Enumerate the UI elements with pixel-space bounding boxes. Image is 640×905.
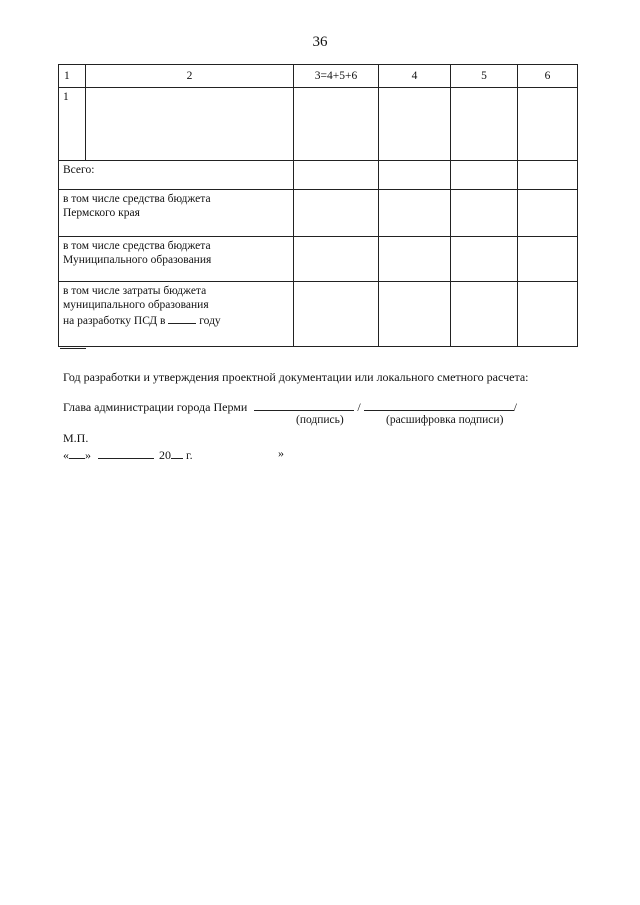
table-cell <box>451 190 518 237</box>
psd-year-word: году <box>199 315 221 327</box>
head-label: Глава администрации города Перми <box>63 400 248 414</box>
quote-open: « <box>63 448 69 462</box>
kraj-budget-label <box>59 190 294 237</box>
day-blank <box>69 446 85 459</box>
table-cell <box>451 161 518 190</box>
decipher-blank <box>364 398 514 411</box>
table-row-psd-costs <box>59 282 578 347</box>
psd-label-line-3 <box>63 312 289 328</box>
table-cell <box>518 161 578 190</box>
total-label: Всего: <box>59 161 294 190</box>
table-cell <box>451 237 518 282</box>
header-col-4: 4 <box>379 65 451 88</box>
trailing-quote: » <box>278 446 284 460</box>
table-cell <box>294 237 379 282</box>
table-row-total <box>59 161 578 190</box>
row-number: 1 <box>59 88 86 161</box>
header-col-1: 1 <box>59 65 86 88</box>
psd-costs-label <box>59 282 294 347</box>
header-col-5: 5 <box>451 65 518 88</box>
table-cell <box>451 282 518 347</box>
table-cell <box>294 282 379 347</box>
year-blank-short <box>171 446 183 459</box>
year-blank <box>168 312 196 324</box>
table-row-kraj-budget <box>59 190 578 237</box>
decipher-caption: (расшифровка подписи) <box>386 414 504 426</box>
psd-label-line-1: в том числе затраты бюджета <box>63 285 207 297</box>
signature-caption: (подпись) <box>296 414 344 426</box>
seal-label: М.П. <box>63 431 89 445</box>
table-cell <box>379 237 451 282</box>
table-cell <box>379 190 451 237</box>
mun-label-line-2: Муниципального образования <box>63 254 212 266</box>
month-blank <box>98 446 154 459</box>
table-cell <box>379 282 451 347</box>
table-header-row <box>59 65 578 88</box>
municipal-budget-label <box>59 237 294 282</box>
year-line: Год разработки и утверждения проектной документации или локального сметного расчета: <box>63 370 529 384</box>
table-cell <box>86 88 294 161</box>
page-number: 36 <box>312 34 328 50</box>
table-cell <box>379 88 451 161</box>
table-row <box>59 88 578 161</box>
quote-close: » <box>85 448 91 462</box>
table-cell <box>518 190 578 237</box>
header-col-6: 6 <box>518 65 578 88</box>
slash: / <box>357 400 361 414</box>
date-line <box>63 446 193 463</box>
year-suffix: г. <box>186 448 193 462</box>
year-prefix: 20 <box>159 448 171 462</box>
signature-blank <box>254 398 354 411</box>
psd-label-line-2: муниципального образования <box>63 299 209 311</box>
table-cell <box>518 88 578 161</box>
table-cell <box>294 88 379 161</box>
table-row-municipal-budget <box>59 237 578 282</box>
table-cell <box>379 161 451 190</box>
psd-underline-mark <box>60 348 86 349</box>
table-cell <box>518 282 578 347</box>
kraj-label-line-1: в том числе средства бюджета <box>63 193 211 205</box>
table-cell <box>451 88 518 161</box>
table-cell <box>518 237 578 282</box>
psd-label-text: на разработку ПСД в <box>63 315 166 327</box>
header-col-2: 2 <box>86 65 294 88</box>
budget-table <box>58 64 578 347</box>
kraj-label-line-2: Пермского края <box>63 207 140 219</box>
mun-label-line-1: в том числе средства бюджета <box>63 240 211 252</box>
table-cell <box>294 190 379 237</box>
header-col-3: 3=4+5+6 <box>294 65 379 88</box>
slash: / <box>513 400 518 414</box>
table-cell <box>294 161 379 190</box>
